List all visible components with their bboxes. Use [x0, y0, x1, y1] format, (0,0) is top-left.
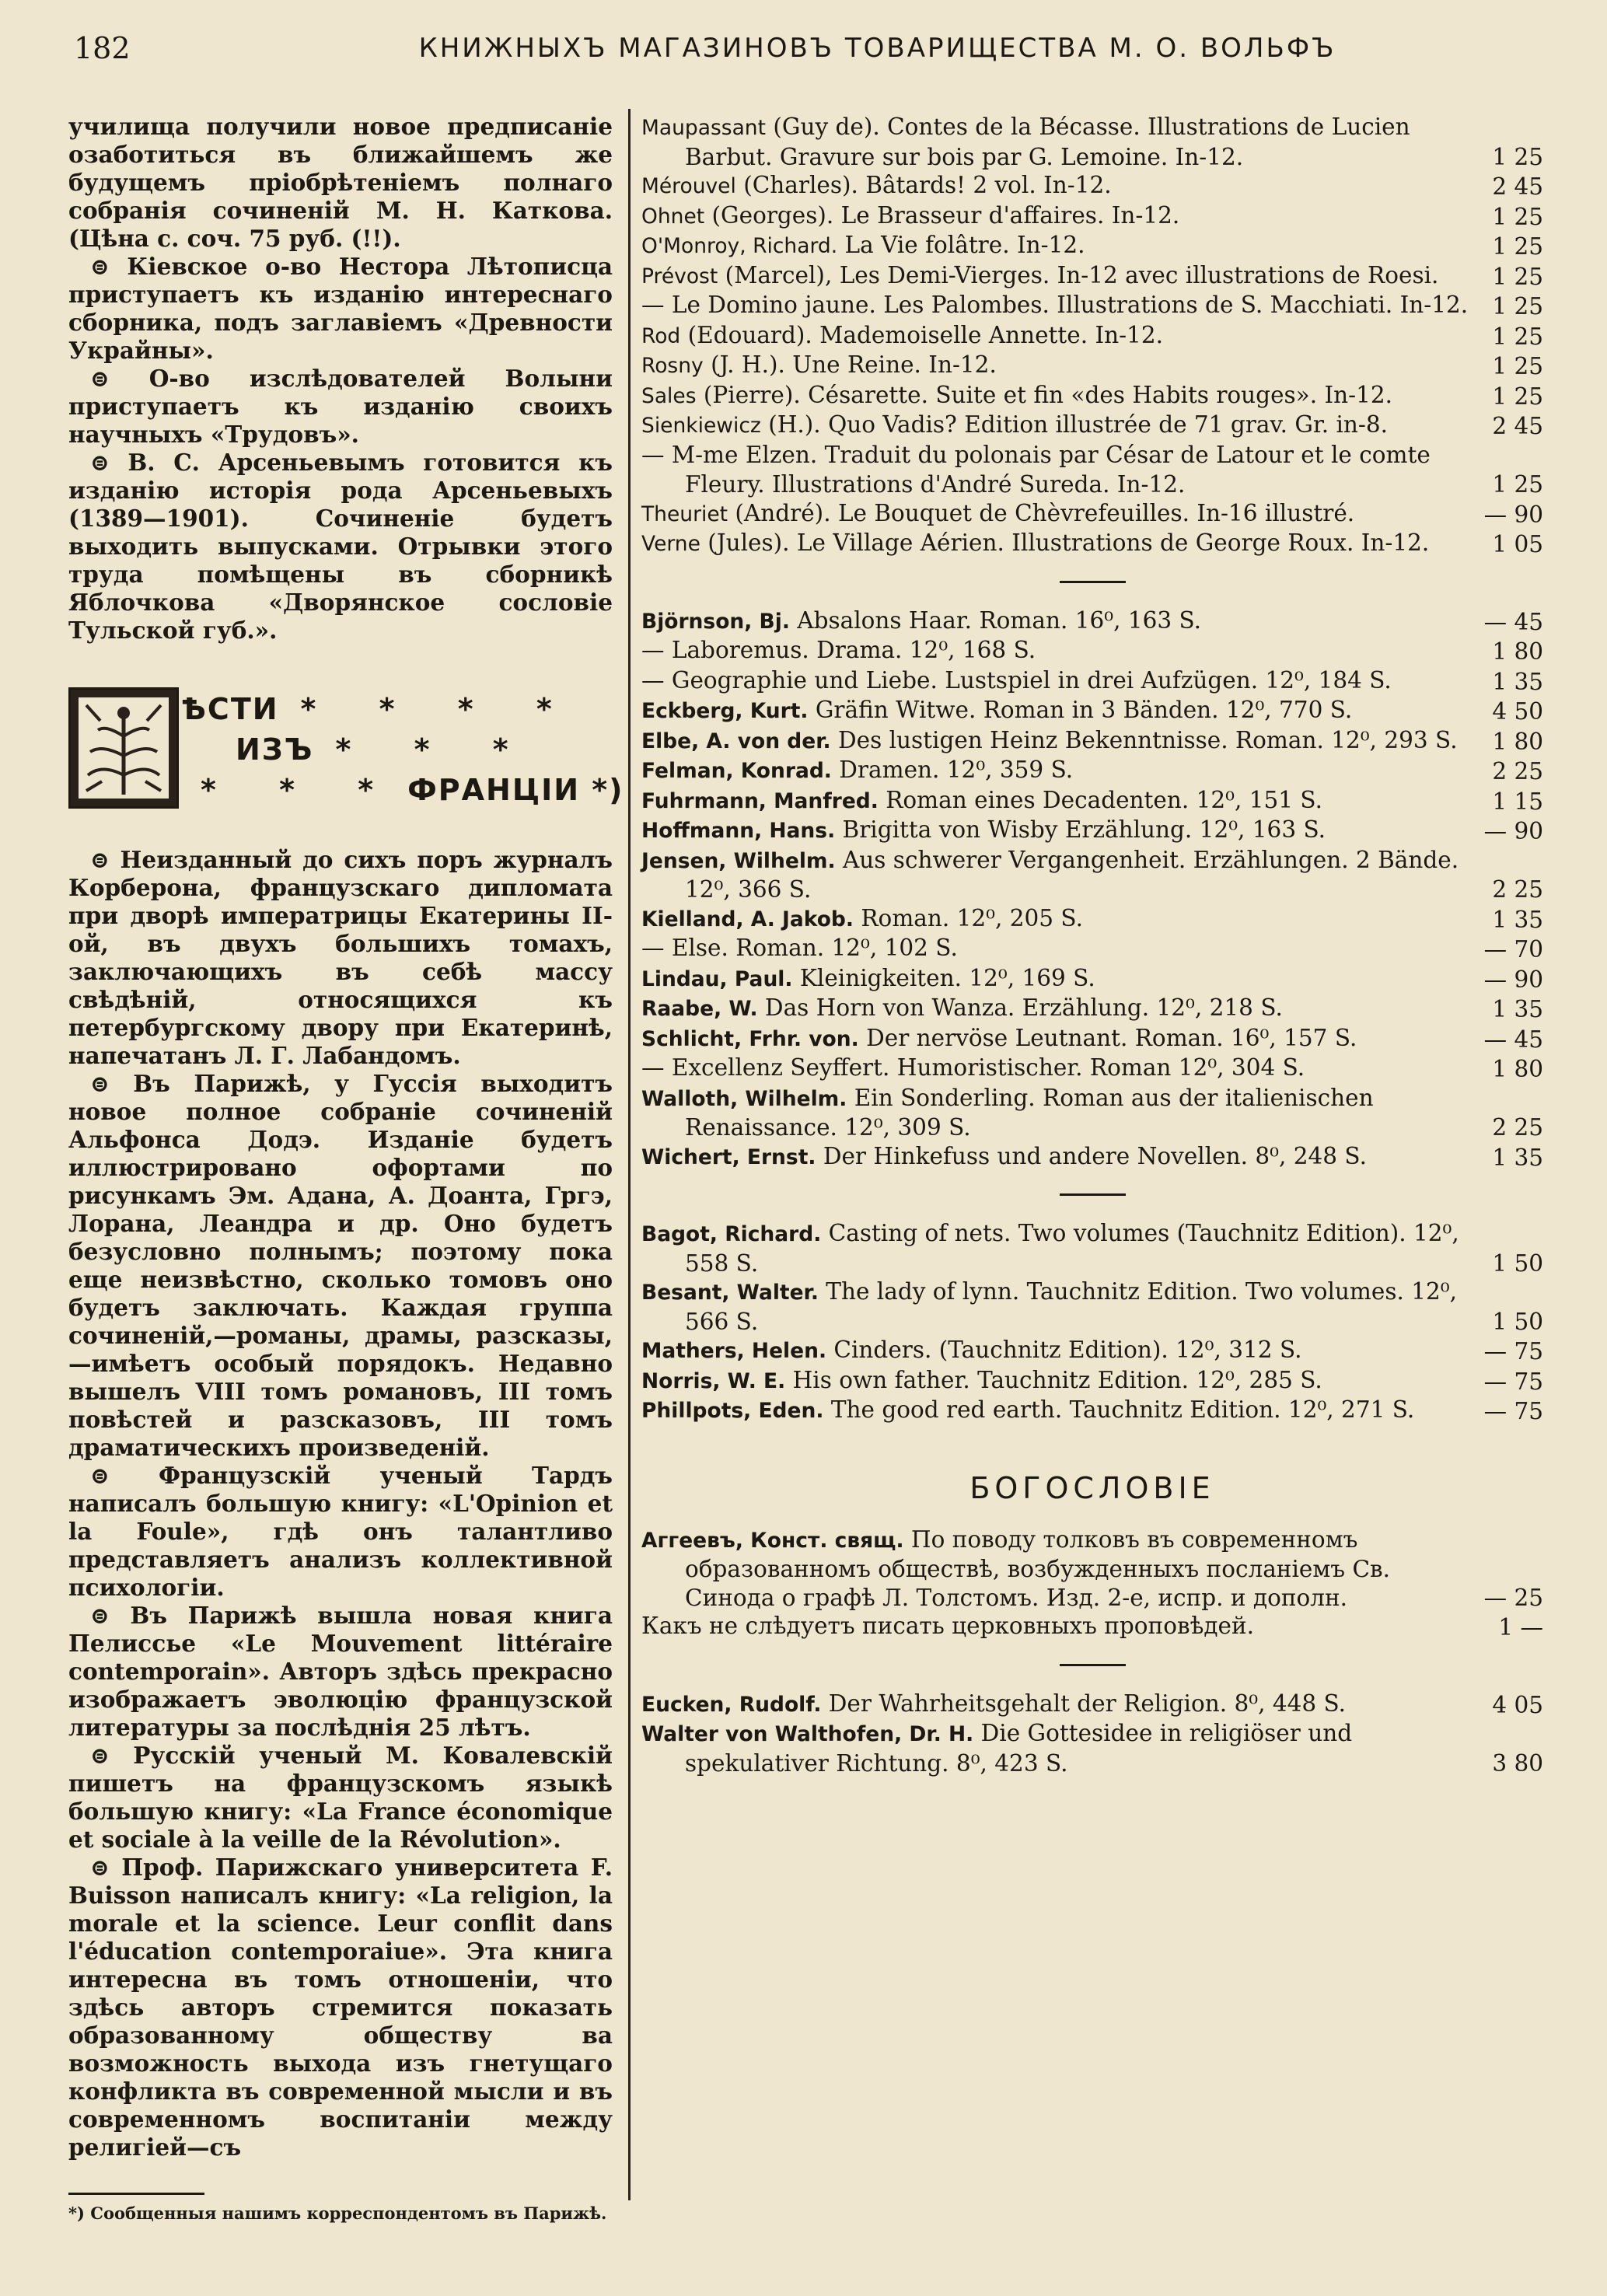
catalog-entry	[641, 231, 1543, 261]
catalog-entry	[641, 904, 1543, 935]
entry-price: 1 50	[1492, 1308, 1543, 1335]
entry-price: — 90	[1483, 501, 1543, 528]
section-separator	[1060, 581, 1126, 583]
catalog-entry	[641, 381, 1543, 411]
entry-text	[641, 201, 1543, 232]
french-books-list	[641, 113, 1543, 559]
entry-title: (H.). Quo Vadis? Edition illustrée de 71 grav. Gr. in-8.	[760, 411, 1389, 438]
intro-paragraph: училища получили новое предписаніе озаботиться въ ближайшемъ же будущемъ пріобрѣтеніемъ полнаго собранія сочиненій М. Н. Каткова. (Цѣна с. соч. 75 руб. (!!).	[68, 113, 613, 252]
entry-price: 1 25	[1492, 143, 1543, 170]
entry-text	[641, 1142, 1543, 1172]
english-books-list	[641, 1219, 1543, 1426]
entry-text	[641, 351, 1543, 381]
entry-price: 2 25	[1492, 758, 1543, 785]
entry-price: 1 25	[1492, 293, 1543, 320]
entry-text	[641, 1054, 1543, 1084]
entry-text	[641, 1024, 1543, 1054]
vesti-word: ѢСТИ	[181, 692, 279, 726]
entry-title: (Charles). Bâtards! 2 vol. In-12.	[735, 172, 1112, 198]
catalog-entry	[641, 994, 1543, 1024]
entry-title: La Vie folâtre. In-12.	[837, 232, 1085, 258]
entry-text	[641, 291, 1543, 321]
entry-author: Mérouvel	[641, 174, 736, 198]
running-title: КНИЖНЫХЪ МАГАЗИНОВЪ ТОВАРИЩЕСТВА М. О. ВОЛЬФЪ	[418, 33, 1336, 64]
ornamental-initial	[68, 687, 179, 809]
entry-text	[641, 964, 1543, 994]
intro-paragraph: ⊜ О-во изслѣдователей Волыни приступаетъ къ изданію своихъ научныхъ «Трудовъ».	[68, 365, 613, 448]
entry-price: 1 50	[1492, 1249, 1543, 1277]
entry-author: Raabe, W.	[641, 997, 758, 1021]
entry-author: Sienkiewicz	[641, 414, 761, 438]
theology-russian-list	[641, 1525, 1543, 1642]
entry-text	[641, 1719, 1543, 1777]
catalog-entry	[641, 1719, 1543, 1777]
star-ornaments: * * * *	[300, 692, 578, 726]
entry-text	[641, 261, 1543, 292]
entry-text	[641, 934, 1543, 964]
francii-word: ФРАНЦІИ *)	[407, 773, 624, 807]
entry-text	[641, 994, 1543, 1024]
news-paragraph: ⊜ Французскій ученый Тардъ написалъ большую книгу: «L'Opinion et la Foule», гдѣ онъ талантливо представляетъ анализъ коллективной психологіи.	[68, 1462, 613, 1601]
catalog-entry	[641, 1054, 1543, 1084]
entry-author: Ohnet	[641, 204, 705, 229]
entry-text	[641, 381, 1543, 411]
entry-price: — 70	[1483, 936, 1543, 963]
entry-title: — M-me Elzen. Traduit du polonais par César de Latour et le comte Fleury. Illustrations d'André Sureda. In-12.	[641, 441, 1431, 498]
catalog-entry	[641, 499, 1543, 529]
entry-author: Schlicht, Frhr. von.	[641, 1026, 859, 1051]
fern-ornament-icon	[71, 690, 176, 806]
entry-title: Der nervöse Leutnant. Roman. 16⁰, 157 S.	[858, 1024, 1357, 1051]
entry-text	[641, 696, 1543, 726]
entry-title: — Geographie und Liebe. Lustspiel in drei Aufzügen. 12⁰, 184 S.	[641, 666, 1392, 694]
entry-author: Sales	[641, 383, 697, 408]
news-paragraph: ⊜ Въ Парижѣ, у Гуссія выходитъ новое полное собраніе сочиненій Альфонса Додэ. Изданіе будетъ иллюстрировано офортами по рисункамъ Эм. Адана, А. Доанта, Гргэ, Лорана, Леандра и др. Оно будетъ безусловно полнымъ; поэтому пока еще неизвѣстно, сколько томовъ оно будетъ заключать. Каждая группа сочиненій,—романы, драмы, разсказы,—имѣетъ особый порядокъ. Недавно вышелъ VIII томъ романовъ, III томъ повѣстей и разсказовъ, III томъ драматическихъ произведеній.	[68, 1070, 613, 1461]
entry-price: 1 35	[1492, 1144, 1543, 1171]
entry-text	[641, 171, 1543, 201]
catalog-entry	[641, 1142, 1543, 1172]
entry-title: (Georges). Le Brasseur d'affaires. In-12.	[704, 201, 1180, 229]
entry-author: Felman, Konrad.	[641, 759, 832, 783]
entry-text	[641, 1690, 1543, 1720]
entry-text	[641, 321, 1543, 351]
entry-price: 2 45	[1492, 413, 1543, 439]
entry-author: Norris, W. E.	[641, 1368, 786, 1393]
entry-title: — Else. Roman. 12⁰, 102 S.	[641, 935, 958, 961]
catalog-entry	[641, 606, 1543, 637]
entry-title: Die Gottesidee in religiöser und spekulativer Richtung. 8⁰, 423 S.	[685, 1720, 1353, 1777]
entry-author: Jensen, Wilhelm.	[641, 848, 836, 873]
entry-author: Bagot, Richard.	[641, 1222, 822, 1246]
catalog-entry	[641, 1084, 1543, 1142]
entry-author: Lindau, Paul.	[641, 966, 793, 991]
entry-text	[641, 529, 1543, 559]
catalog-entry	[641, 1612, 1543, 1642]
entry-author: Аггеевъ, Конст. свящ.	[641, 1528, 904, 1553]
entry-title: Roman. 12⁰, 205 S.	[853, 904, 1083, 931]
catalog-entry	[641, 1366, 1543, 1396]
vesti-line-1	[181, 692, 578, 726]
entry-title: Gräfin Witwe. Roman in 3 Bänden. 12⁰, 770 S.	[808, 697, 1353, 723]
entry-title: (J. H.). Une Reine. In-12.	[703, 351, 997, 378]
catalog-entry	[641, 666, 1543, 697]
entry-price: 2 25	[1492, 1114, 1543, 1141]
entry-title: (Guy de). Contes de la Bécasse. Illustrations de Lucien Barbut. Gravure sur bois par G. Lemoine. In-12.	[685, 114, 1410, 170]
entry-author: Elbe, A. von der.	[641, 729, 831, 753]
entry-title: Brigitta von Wisby Erzählung. 12⁰, 163 S.	[835, 816, 1326, 843]
intro-paragraph: ⊜ В. С. Арсеньевымъ готовится къ изданію исторія рода Арсеньевыхъ (1389—1901). Сочиненіе будетъ выходить выпусками. Отрывки этого труда помѣщены въ сборникѣ Яблочкова «Дворянское сословіе Тульской губ.».	[68, 449, 613, 644]
entry-price: — 90	[1483, 818, 1543, 844]
entry-text	[641, 1525, 1543, 1613]
catalog-entry	[641, 1336, 1543, 1366]
entry-author: Theuriet	[641, 501, 728, 526]
entry-price: — 45	[1483, 1026, 1543, 1053]
catalog-entry	[641, 1525, 1543, 1613]
entry-text	[641, 1612, 1543, 1642]
news-paragraph: ⊜ Русскій ученый М. Ковалевскій пишетъ на французскомъ языкѣ большую книгу: «La France économique et sociale à la veille de la Révolution».	[68, 1742, 613, 1853]
entry-author: Fuhrmann, Manfred.	[641, 788, 879, 813]
entry-price: 3 80	[1492, 1749, 1543, 1777]
entry-price: — 75	[1483, 1398, 1543, 1424]
catalog-entry	[641, 1024, 1543, 1054]
catalog-entry	[641, 1690, 1543, 1720]
catalog-entry	[641, 756, 1543, 786]
entry-text	[641, 411, 1543, 441]
entry-price: — 75	[1483, 1338, 1543, 1365]
entry-text	[641, 816, 1543, 846]
entry-price: 1 35	[1492, 996, 1543, 1022]
catalog-entry	[641, 726, 1543, 757]
entry-title: (Marcel), Les Demi-Vierges. In-12 avec illustrations de Roesi.	[718, 261, 1439, 288]
entry-price: 1 15	[1492, 788, 1543, 815]
entry-title: The good red earth. Tauchnitz Edition. 12⁰, 271 S.	[823, 1396, 1415, 1423]
entry-title: По поводу толковъ въ современномъ образованномъ обществѣ, возбужденныхъ посланіемъ Св. Синода о графѣ Л. Толстомъ. Изд. 2-е, испр. и дополн.	[685, 1525, 1391, 1611]
catalog-entry	[641, 696, 1543, 726]
entry-author: Verne	[641, 532, 700, 556]
entry-author: Björnson, Bj.	[641, 609, 790, 634]
entry-price: 1 25	[1492, 471, 1543, 498]
entry-price: 4 05	[1492, 1691, 1543, 1718]
catalog-entry	[641, 321, 1543, 351]
entry-title: Des lustigen Heinz Bekenntnisse. Roman. 12⁰, 293 S.	[830, 726, 1458, 753]
entry-text	[641, 1084, 1543, 1142]
catalog-entry	[641, 113, 1543, 171]
entry-price: 1 05	[1492, 531, 1543, 557]
entry-title: — Le Domino jaune. Les Palombes. Illustrations de S. Macchiati. In-12.	[641, 292, 1469, 318]
entry-price: — 75	[1483, 1368, 1543, 1395]
entry-author: Eucken, Rudolf.	[641, 1692, 822, 1717]
column-divider	[628, 109, 631, 2200]
entry-text	[641, 441, 1543, 499]
entry-title: Kleinigkeiten. 12⁰, 169 S.	[792, 964, 1095, 991]
entry-price: 1 80	[1492, 638, 1543, 665]
entry-title: (André). Le Bouquet de Chèvrefeuilles. In-16 illustré.	[728, 499, 1355, 526]
entry-text	[641, 606, 1543, 637]
right-column	[641, 113, 1543, 1777]
entry-author: Hoffmann, Hans.	[641, 819, 836, 843]
section-separator	[1060, 1193, 1126, 1196]
section-separator	[1060, 1664, 1126, 1666]
theology-heading: БОГОСЛОВІЕ	[969, 1470, 1215, 1505]
page-header	[74, 31, 1541, 70]
catalog-entry	[641, 441, 1543, 499]
entry-title: — Excellenz Seyffert. Humoristischer. Roman 12⁰, 304 S.	[641, 1054, 1305, 1081]
entry-author: Wichert, Ernst.	[641, 1145, 816, 1169]
entry-text	[641, 756, 1543, 786]
catalog-entry	[641, 171, 1543, 201]
vesti-line-3	[201, 773, 624, 807]
entry-text	[641, 1366, 1543, 1396]
footnote: *) Сообщенныя нашимъ корреспондентомъ въ Парижѣ.	[68, 2203, 607, 2223]
entry-price: 1 25	[1492, 263, 1543, 290]
catalog-entry	[641, 261, 1543, 292]
entry-author: Rosny	[641, 354, 704, 378]
catalog-entry	[641, 1219, 1543, 1277]
catalog-entry	[641, 529, 1543, 559]
star-ornaments: * * *	[201, 773, 400, 807]
entry-author: Rod	[641, 323, 681, 348]
entry-author: Walloth, Wilhelm.	[641, 1086, 847, 1111]
theology-german-list	[641, 1690, 1543, 1778]
entry-author: Eckberg, Kurt.	[641, 699, 809, 723]
entry-author: Maupassant	[641, 116, 766, 140]
section-heading-vesti	[68, 687, 624, 827]
entry-price: 1 25	[1492, 233, 1543, 260]
entry-title: (Edouard). Mademoiselle Annette. In-12.	[680, 321, 1163, 348]
left-column	[68, 113, 624, 2223]
entry-title: The lady of lynn. Tauchnitz Edition. Two volumes. 12⁰, 566 S.	[685, 1278, 1457, 1335]
entry-text	[641, 231, 1543, 261]
entry-title: (Pierre). Césarette. Suite et fin «des Habits rouges». In-12.	[696, 381, 1393, 408]
entry-title: Какъ не слѣдуетъ писать церковныхъ проповѣдей.	[641, 1613, 1255, 1639]
entry-text	[641, 1277, 1543, 1336]
catalog-entry	[641, 1277, 1543, 1336]
entry-text	[641, 1336, 1543, 1366]
catalog-entry	[641, 934, 1543, 964]
entry-title: (Jules). Le Village Aérien. Illustrations de George Roux. In-12.	[700, 529, 1430, 556]
entry-title: Der Hinkefuss und andere Novellen. 8⁰, 248 S.	[816, 1142, 1367, 1169]
entry-price: 1 25	[1492, 203, 1543, 230]
entry-title: Ein Sonderling. Roman aus der italienischen Renaissance. 12⁰, 309 S.	[685, 1084, 1374, 1141]
entry-author: Kielland, A. Jakob.	[641, 907, 854, 931]
entry-title: Cinders. (Tauchnitz Edition). 12⁰, 312 S.	[826, 1337, 1302, 1363]
entry-title: Dramen. 12⁰, 359 S.	[831, 757, 1074, 783]
catalog-entry	[641, 964, 1543, 994]
entry-price: 4 50	[1492, 698, 1543, 725]
entry-text	[641, 726, 1543, 757]
entry-price: 1 35	[1492, 906, 1543, 933]
star-ornaments: * * *	[335, 732, 535, 767]
catalog-entry	[641, 846, 1543, 904]
catalog-entry	[641, 816, 1543, 846]
entry-price: 1 25	[1492, 323, 1543, 350]
news-paragraph: ⊜ Неизданный до сихъ поръ журналъ Корберона, французскаго дипломата при дворѣ императрицы Екатерины II-ой, въ двухъ большихъ томахъ, заключающихъ въ себѣ массу свѣдѣній, относящихся къ петербургскому двору при Екатеринѣ, напечатанъ Л. Г. Лабандомъ.	[68, 846, 613, 1069]
entry-title: Das Horn von Wanza. Erzählung. 12⁰, 218 S.	[757, 994, 1283, 1021]
entry-price: — 25	[1483, 1584, 1543, 1611]
entry-price: 1 80	[1492, 1056, 1543, 1082]
entry-price: — 45	[1483, 608, 1543, 635]
entry-price: 1 35	[1492, 668, 1543, 695]
entry-text	[641, 113, 1543, 171]
iz-word: ИЗЪ	[236, 732, 314, 767]
entry-title: Der Wahrheitsgehalt der Religion. 8⁰, 448 S.	[821, 1690, 1347, 1717]
footnote-rule	[68, 2193, 204, 2195]
entry-text	[641, 786, 1543, 816]
catalog-entry	[641, 351, 1543, 381]
catalog-entry	[641, 1396, 1543, 1426]
entry-price: 1 25	[1492, 383, 1543, 410]
catalog-entry	[641, 201, 1543, 232]
entry-author: Phillpots, Eden.	[641, 1399, 824, 1423]
entry-title: Roman eines Decadenten. 12⁰, 151 S.	[878, 786, 1322, 813]
entry-title: Aus schwerer Vergangenheit. Erzählungen. 2 Bände. 12⁰, 366 S.	[685, 846, 1459, 903]
entry-title: Absalons Haar. Roman. 16⁰, 163 S.	[789, 606, 1202, 634]
entry-title: — Laboremus. Drama. 12⁰, 168 S.	[641, 637, 1036, 663]
entry-text	[641, 1219, 1543, 1277]
news-paragraph: ⊜ Проф. Парижскаго университета F. Buisson написалъ книгу: «La religion, la morale et la science. Leur conflit dans l'éducation contemporaiue». Эта книга интересна въ томъ отношеніи, что здѣсь авторъ стремится показать образованному обществу ва возможность выхода изъ гнетущаго конфликта въ современной мысли и въ современномъ воспитаніи между религіей—съ	[68, 1854, 613, 2161]
entry-text	[641, 499, 1543, 529]
entry-text	[641, 904, 1543, 935]
entry-price: 1 —	[1498, 1614, 1543, 1641]
entry-price: 1 80	[1492, 728, 1543, 755]
page-number: 182	[74, 31, 131, 65]
entry-author: Mathers, Helen.	[641, 1339, 827, 1363]
entry-text	[641, 666, 1543, 697]
entry-price: 2 45	[1492, 173, 1543, 200]
entry-author: O'Monroy, Richard.	[641, 234, 838, 258]
entry-author: Prévost	[641, 264, 718, 288]
catalog-entry	[641, 291, 1543, 321]
entry-author: Walter von Walthofen, Dr. H.	[641, 1722, 974, 1746]
entry-title: Casting of nets. Two volumes (Tauchnitz Edition). 12⁰, 558 S.	[685, 1220, 1459, 1277]
entry-text	[641, 636, 1543, 666]
entry-price: — 90	[1483, 966, 1543, 993]
news-paragraph: ⊜ Въ Парижѣ вышла новая книга Пелиссье «Le Mouvement littéraire contemporain». Авторъ здѣсь прекрасно изображаетъ эволюцію французской литературы за послѣднія 25 лѣтъ.	[68, 1602, 613, 1741]
intro-paragraph: ⊜ Кіевское о-во Нестора Лѣтописца приступаетъ къ изданію интереснаго сборника, подъ заглавіемъ «Древности Украйны».	[68, 253, 613, 364]
entry-text	[641, 1396, 1543, 1426]
entry-text	[641, 846, 1543, 904]
german-books-list	[641, 606, 1543, 1172]
entry-title: His own father. Tauchnitz Edition. 12⁰, 285 S.	[785, 1366, 1322, 1393]
entry-price: 2 25	[1492, 876, 1543, 903]
catalog-entry	[641, 411, 1543, 441]
vesti-line-2	[236, 732, 535, 767]
entry-price: 1 25	[1492, 353, 1543, 379]
catalog-entry	[641, 786, 1543, 816]
entry-author: Besant, Walter.	[641, 1281, 819, 1305]
catalog-entry	[641, 636, 1543, 666]
